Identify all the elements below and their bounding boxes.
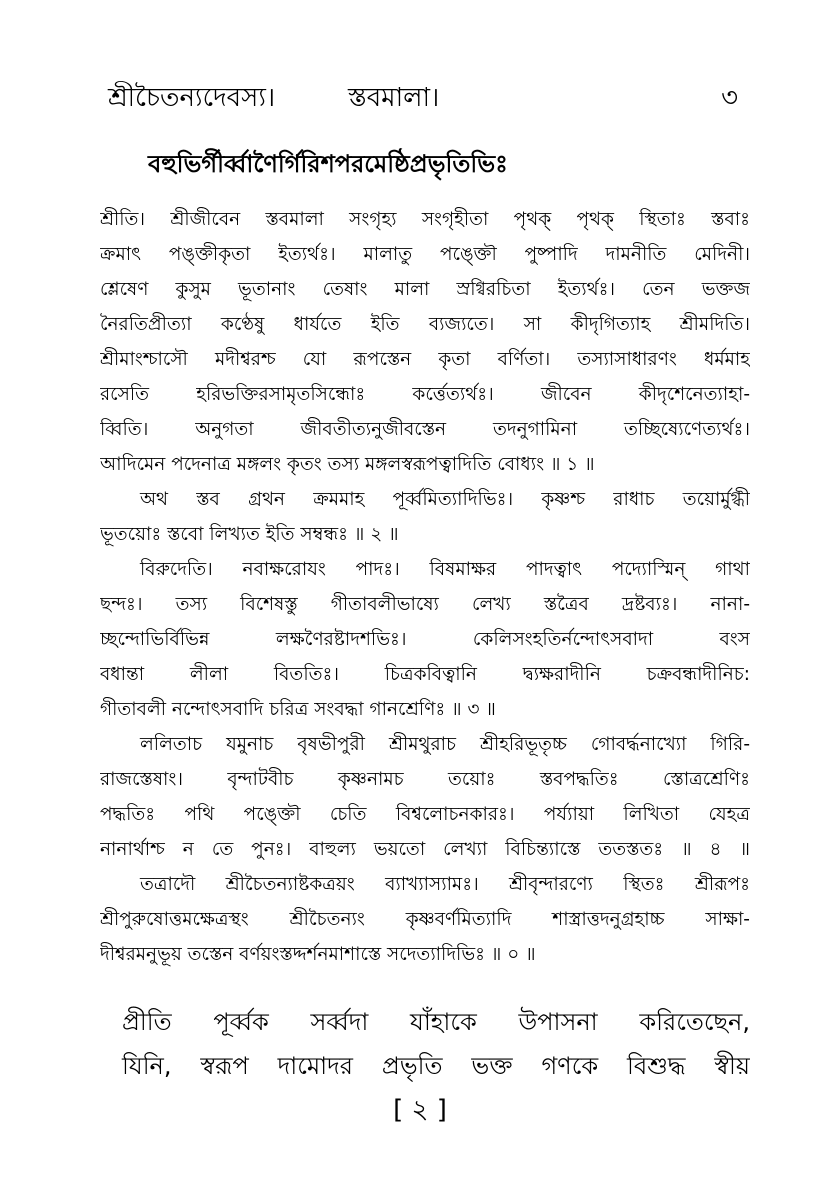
translation-line: প্রীতি পূর্ব্বক সর্ব্বদা যাঁহাকে উপাসনা করিতেছেন, [122,1008,750,1036]
commentary-line: অথ স্তব গ্রথন ক্রমমাহ পূর্ব্বমিত্যাদিভিঃ। কৃষ্ণশ্চ রাধাচ তয়োর্মুগ্ধী [140,489,750,510]
translation-line: যিনি, স্বরূপ দামোদর প্রভৃতি ভক্ত গণকে বিশুদ্ধ স্বীয় [122,1052,750,1080]
commentary-line: শ্রীমাংশ্চাসৌ মদীশ্বরশ্চ যো রূপস্তেন কৃতা বর্ণিতা। তস্যাসাধারণং ধর্মমাহ [100,349,750,370]
footer-page-marker: [ ২ ] [393,1095,447,1125]
commentary-line: রাজস্তেষাং। বৃন্দাটবীচ কৃষ্ণনামচ তয়োঃ স্তবপদ্ধতিঃ স্তোত্রশ্রেণিঃ [100,769,750,790]
commentary-line: রসেতি হরিভক্তিরসামৃতসিন্ধোঃ কর্ত্তেত্যর্থঃ। জীবেন কীদৃশেনেত্যাহা- [100,384,750,405]
commentary-line: পদ্ধতিঃ পথি পঙ্ক্তৌ চেতি বিশ্বলোচনকারঃ। পর্য্যায়া লিখিতা যেহত্র [100,804,750,825]
header-book-title: শ্রীচৈতন্যদেবস্য। [108,83,276,113]
commentary-line: নানার্থাশ্চ ন তে পুনঃ। বাহুল্য ভয়তো লেখ্যা বিচিন্ত্যাস্তে ততস্ততঃ ॥ ৪ ॥ [100,839,750,860]
commentary-line: শ্রীতি। শ্রীজীবেন স্তবমালা সংগৃহ্য সংগৃহীতা পৃথক্ পৃথক্ স্থিতাঃ স্তবাঃ [100,209,750,230]
commentary-line: শ্লেষেণ কুসুম ভূতানাং তেষাং মালা স্রগ্বিরচিতা ইত্যর্থঃ। তেন ভক্তজ [100,279,750,300]
commentary-line: বিরুদেতি। নবাক্ষরোযং পাদঃ। বিষমাক্ষর পাদত্বাৎ পদ্যোস্মিন্ গাথা [140,559,750,580]
commentary-line: নৈরতিপ্রীত্যা কণ্ঠেষু ধার্যতে ইতি ব্যজ্যতে। সা কীদৃগিত্যাহ শ্রীমদিতি। [100,314,750,335]
commentary-line: আদিমেন পদেনাত্র মঙ্গলং কৃতং তস্য মঙ্গলস্বরূপত্বাদিতি বোধ্যং ॥ ১ ॥ [100,454,595,475]
verse-line: বহুভির্গীর্ব্বাণৈর্গিরিশপরমেষ্ঠিপ্রভৃতিভিঃ [148,150,508,178]
commentary-line: চ্ছন্দোভির্বিভিন্ন লক্ষণৈরষ্টাদশভিঃ। কেলিসংহতির্নন্দোৎসবাদা বংস [100,629,750,650]
commentary-line: ললিতাচ যমুনাচ বৃষভীপুরী শ্রীমথুরাচ শ্রীহরিভূতৃচ্চ গোবর্দ্ধনাখ্যো গিরি- [140,734,750,755]
page-number: ৩ [721,83,738,113]
commentary-line: গীতাবলী নন্দোৎসবাদি চরিত্র সংবদ্ধা গানশ্রেণিঃ ॥ ৩ ॥ [100,699,496,720]
commentary-line: ভূতয়োঃ স্তবো লিখ্যত ইতি সম্বন্ধঃ ॥ ২ ॥ [100,524,399,545]
translation-block [100,1000,750,1088]
commentary-line: বধান্তা লীলা বিততিঃ। চিত্রকবিত্বানি দ্ব্যক্ষরাদীনি চক্রবন্ধাদীনিচ: [100,664,750,685]
commentary-block [100,202,750,972]
header-section-title: স্তবমালা। [348,83,440,113]
commentary-line: ছন্দঃ। তস্য বিশেষস্তু গীতাবলীভাষ্যে লেখ্য স্তত্রৈব দ্রষ্টব্যঃ। নানা- [100,594,750,615]
commentary-line: তত্রাদৌ শ্রীচৈতন্যাষ্টকত্রয়ং ব্যাখ্যাস্যামঃ। শ্রীবৃন্দারণ্যে স্থিতঃ শ্রীরূপঃ [140,874,750,895]
running-header [108,78,738,118]
commentary-line: দীশ্বরমনুভূয় তস্তেন বর্ণয়ংস্তদ্দর্শনমাশাস্তে সদেত্যাদিভিঃ ॥ ০ ॥ [100,944,536,965]
commentary-line: ক্রমাৎ পঙ্ক্তীকৃতা ইত্যর্থঃ। মালাতু পঙ্ক্তৌ পুষ্পাদি দামনীতি মেদিনী। [100,244,750,265]
commentary-line: শ্রীপুরুষোত্তমক্ষেত্রস্থং শ্রীচৈতন্যং কৃষ্ণবর্ণমিত্যাদি শাস্ত্রাত্তদনুগ্রহাচ্চ সাক্ষা- [100,909,750,930]
commentary-line: ব্বিতি। অনুগতা জীবতীত্যনুজীবস্তেন তদনুগামিনা তচ্ছিষ্যেণেত্যর্থঃ। [100,419,750,440]
